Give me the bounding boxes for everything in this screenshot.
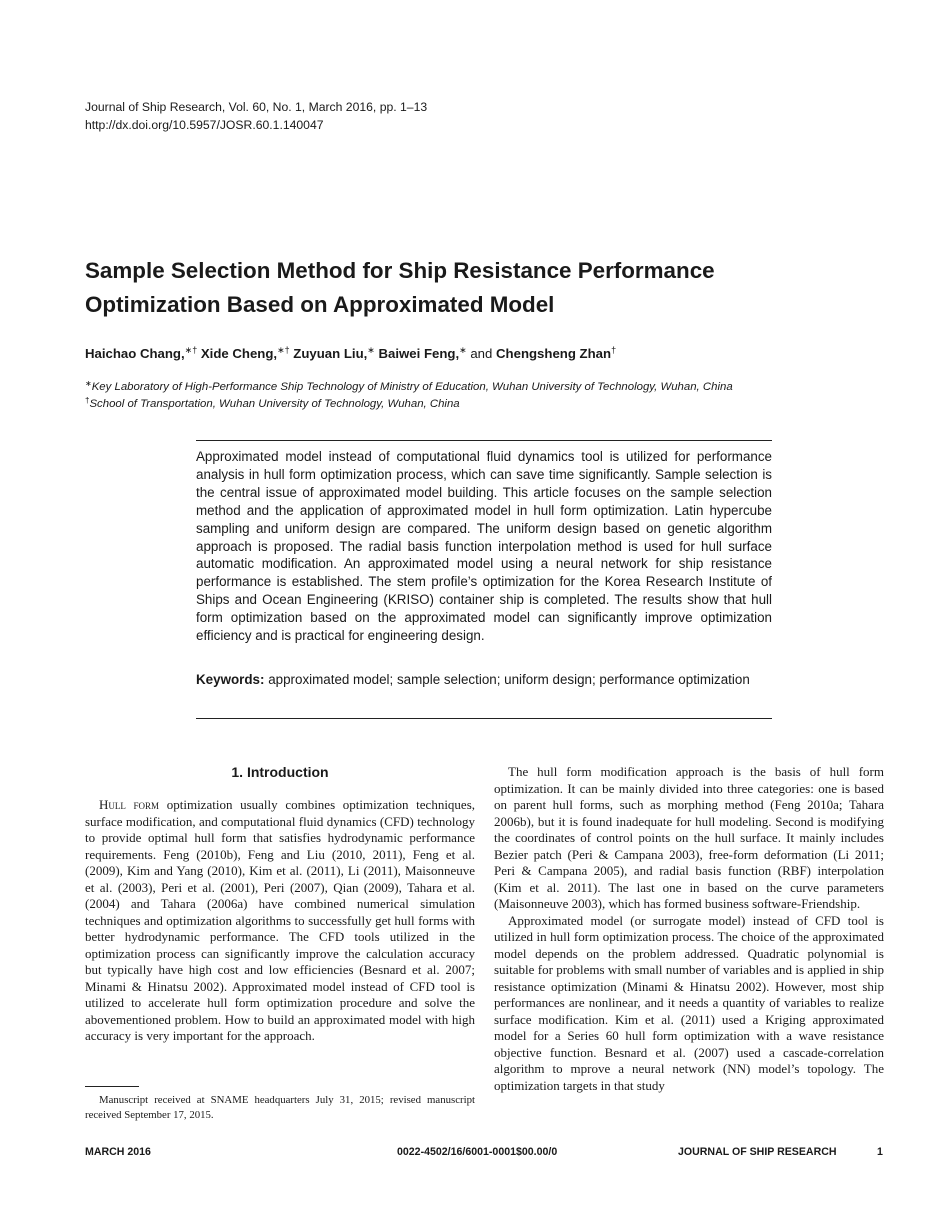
affiliation-text: Key Laboratory of High-Performance Ship Technology of Ministry of Education, Wuhan University of Technology, Wuhan, China [91,381,733,393]
author-affiliation-marks: ∗† [184,345,198,355]
journal-doi: http://dx.doi.org/10.5957/JOSR.60.1.140047 [85,117,324,132]
author-affiliation-marks: ∗ [459,345,467,355]
affiliations [85,379,733,412]
author-name: Baiwei Feng, [378,346,460,361]
affiliation-item [85,379,733,396]
body-paragraph [85,797,475,1045]
author-name: Haichao Chang, [85,346,185,361]
author-list [85,344,616,364]
keywords [196,671,772,689]
author-name: Chengsheng Zhan [496,346,612,361]
footnote-rule [85,1086,139,1087]
author-affiliation-marks: † [611,345,617,355]
abstract: Approximated model instead of computational fluid dynamics tool is utilized for performance analysis in hull form optimization process, which can save time significantly. Sample selection is the central issue of approximated model building. This article focuses on the sample selection method and the application of approximated model in hull form optimization. Latin hypercube sampling and uniform design are compared. The uniform design based on genetic algorithm approach is proposed. The radial basis function interpolation method is used for hull surface automatic modification. An approximated model using a neural network for ship resistance performance is established. The stem profile’s optimization for the Korea Research Institute of Ships and Ocean Engineering (KRISO) container ship is completed. The results show that hull form optimization based on the approximated model can significantly improve optimization efficiency and is practical for engineering design. [196,449,772,644]
journal-citation: Journal of Ship Research, Vol. 60, No. 1, March 2016, pp. 1–13 [85,100,428,114]
keywords-label: Keywords: [196,672,265,687]
author-connector: and [470,346,493,361]
paragraph-text: optimization usually combines optimization techniques, surface modification, and computational fluid dynamics (CFD) technology to provide optimal hull form that satisfies hydrodynamic performance requirements. Feng (2010b), Feng and Liu (2010, 2011), Feng et al. (2009), Kim and Yang (2010), Kim et al. (2011), Li (2011), Maisonneuve et al. (2003), Peri et al. (2001), Peri (2007), Qian (2009), Tahara et al. (2004) and Tahara (2006a) have combined numerical simulation techniques and optimization algorithms to successfully get hull forms with better hydrodynamic performance. The CFD tools utilized in the optimization process can significantly improve the calculation accuracy but typically have high cost and low efficiencies (Besnard et al. 2007; Minami & Hinatsu 2002). Approximated model instead of CFD tool is utilized to accelerate hull form optimization procedure and solve the abovementioned problem. How to build an approximated model with high accuracy is very important for the approach. [85,797,476,1043]
footnote: Manuscript received at SNAME headquarters July 31, 2015; revised manuscript received September 17, 2015. [85,1094,475,1121]
abstract-bottom-rule [196,718,772,719]
paper-title [85,254,845,322]
lead-smallcaps: Hull form [99,797,160,812]
footer-date: MARCH 2016 [85,1146,151,1158]
right-column [494,764,884,1094]
journal-header [85,99,427,134]
affiliation-mark: ∗ [85,379,92,388]
footer-journal: JOURNAL OF SHIP RESEARCH [678,1146,837,1158]
keywords-text: approximated model; sample selection; uniform design; performance optimization [268,672,750,687]
paper-title-line-1: Sample Selection Method for Ship Resistance Performance [85,258,715,283]
section-heading: 1. Introduction [231,764,329,780]
author-affiliation-marks: ∗ [367,345,375,355]
abstract-top-rule [196,440,772,441]
body-paragraph: The hull form modification approach is the basis of hull form optimization. It can be mainly divided into three categories: one is based on parent hull forms, such as morphing method (Feng 2010a; Tahara 2006b), but it is found inadequate for hull modeling. Second is modifying the coordinates of control points on the hull surface. It mainly includes Bezier patch (Peri & Campana 2003), free-form deformation (Li 2011; Peri & Campana 2005), and radial basis function (RBF) interpolation (Kim et al. 2011). The last one in based on the curve parameters (Maisonneuve 2003), which has formed business software-Friendship. [494,764,884,911]
body-paragraph: Approximated model (or surrogate model) instead of CFD tool is utilized in hull form optimization process. The choice of the approximated model depends on the problem addressed. Quadratic polynomial is suitable for problems with small number of variables and is applied in ship resistance optimization (Minami & Hinatsu 2002). However, most ship performances are nonlinear, and it needs a quantity of variables to realize surface modification. Kim et al. (2011) used a Kriging approximated model for a Series 60 hull form optimization with a wave resistance objective function. Besnard et al. (2007) used a cascade-correlation algorithm to mprove a neural network (NN) model’s topology. The optimization targets in that study [494,912,884,1093]
affiliation-text: School of Transportation, Wuhan University of Technology, Wuhan, China [89,397,460,410]
affiliation-mark: † [85,395,90,405]
author-name: Xide Cheng, [200,346,278,361]
author-affiliation-marks: ∗† [277,345,290,355]
paper-title-line-2: Optimization Based on Approximated Model [85,292,555,317]
footer-code: 0022-4502/16/6001-0001$00.00/0 [397,1146,558,1158]
affiliation-item [85,396,733,413]
left-column [85,797,475,1045]
author-name: Zuyuan Liu, [293,346,368,361]
footer-page-number: 1 [877,1146,883,1158]
